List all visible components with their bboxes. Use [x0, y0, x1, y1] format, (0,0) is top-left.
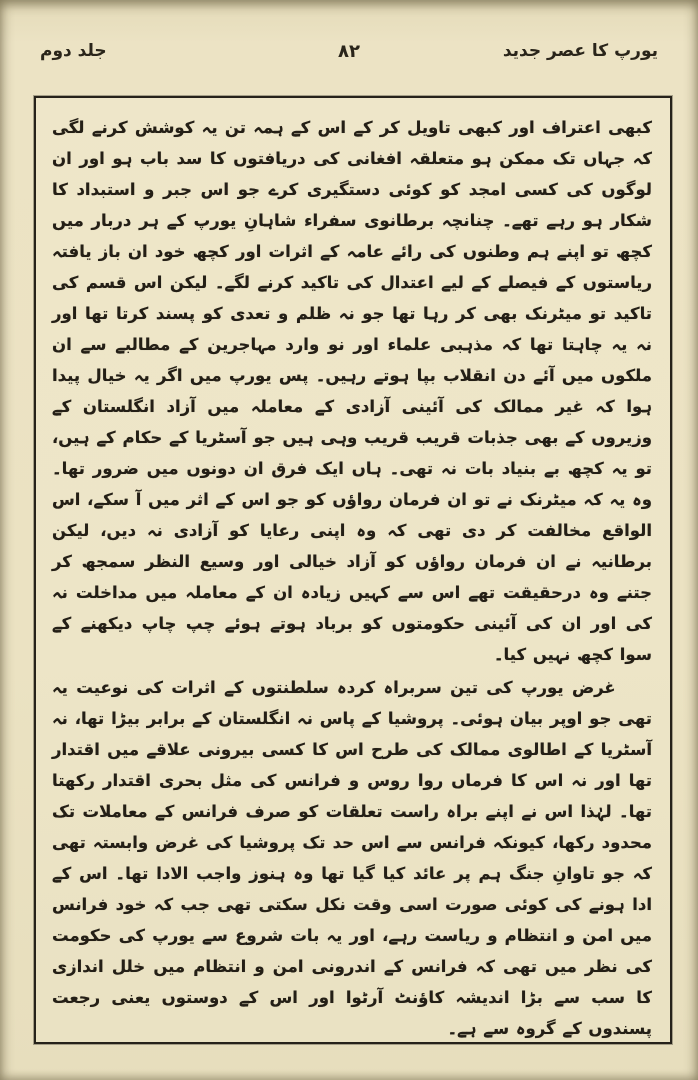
book-title: یورپ کا عصر جدید — [502, 41, 658, 61]
text-border-frame — [34, 96, 672, 1044]
page-header — [40, 34, 658, 68]
page-number: ۸۲ — [338, 40, 360, 62]
body-text — [52, 112, 652, 1044]
paragraph: غرض یورپ کی تین سربراہ کردہ سلطنتوں کے اثرات کی نوعیت یہ تھی جو اوپر بیان ہوئی۔ پروشیا کے پاس نہ انگلستان کے برابر بیڑا تھا، نہ آسٹریا کے اطالوی ممالک کی طرح اس کا کسی بیرونی علاقے میں اقتدار تھا اور نہ اس کا فرماں روا روس و فرانس کی مثل بحری اقتدار رکھتا تھا۔ لہٰذا اس نے اپنے براہ راست تعلقات کو صرف فرانس کے معاملات تک محدود رکھا، کیونکہ فرانس سے اس حد تک پروشیا کی غرض وابستہ تھی کہ جو تاوانِ جنگ ہم پر عائد کیا گیا تھا وہ ہنوز واجب الادا تھا۔ اس کے ادا ہونے کی کوئی صورت اسی وقت نکل سکتی تھی جب کہ خود فرانس میں امن و انتظام و ریاست رہے، اور یہ بات شروع سے یورپ کی حکومت کی نظر میں تھی کہ فرانس کے اندرونی امن و انتظام میں خلل اندازی کا سب سے بڑا اندیشہ کاؤنٹ آرٹوا اور اس کے دوستوں یعنی رجعت پسندوں کے گروہ سے ہے۔ — [52, 678, 652, 1038]
volume-label: جلد دوم — [40, 41, 107, 61]
paragraph: کبھی اعتراف اور کبھی تاویل کر کے اس کے ہمہ تن یہ کوشش کرنے لگی کہ جہاں تک ممکن ہو متعلقہ افغانی کی دریافتوں کا سد باب ہو اور ان لوگوں کی کسی امجد کو کوئی دستگیری کرے جو اس جبر و استبداد کا شکار ہو رہے تھے۔ چنانچہ برطانوی سفراء شاہانِ یورپ کے ہر دربار میں کچھ تو اپنے ہم وطنوں کی رائے عامہ کے اثرات اور کچھ خود ان باز یافتہ ریاستوں کے فیصلے کے لیے اعتدال کی تاکید کرنے لگے۔ لیکن اس قسم کی تاکید تو میٹرنک بھی کر رہا تھا جو نہ ظلم و تعدی کو پسند کرتا تھا اور نہ یہ چاہتا تھا کہ مذہبی علماء اور نو وارد مہاجرین کے مطالبے سے ان ملکوں میں آئے دن انقلاب بپا ہوتے رہیں۔ پس یورپ میں اگر یہ خیال پیدا ہوا کہ غیر ممالک کی آئینی آزادی کے معاملہ میں آزاد انگلستان کے وزیروں کے بھی جذبات قریب قریب وہی ہیں جو آسٹریا کے حکام کے ہیں، تو یہ کچھ بے بنیاد بات نہ تھی۔ ہاں ایک فرق ان دونوں میں ضرور تھا۔ وہ یہ کہ میٹرنک نے تو ان فرمان رواؤں کو جو اس کے اثر میں آ سکے، اس الواقع مخالفت کر دی تھی کہ وہ اپنی رعایا کو آزادی نہ دیں، لیکن برطانیہ نے ان فرمان رواؤں کو آزاد خیالی اور وسیع النظر سمجھ کر جتنے وہ درحقیقت تھے اس سے کہیں زیادہ ان کے معاملہ میں مداخلت نہ کی اور ان کی آئینی حکومتوں کو برباد ہوتے ہوئے چپ چاپ دیکھنے کے سوا کچھ نہیں کیا۔ — [52, 118, 652, 664]
